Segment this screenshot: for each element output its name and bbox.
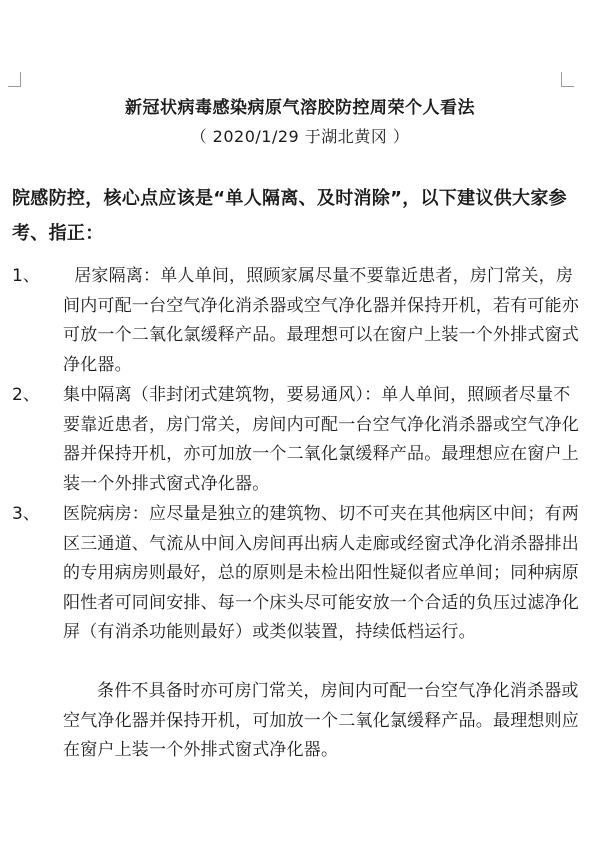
list-item-number: 1、 — [12, 266, 40, 286]
document-subtitle: （ 2020/1/29 于湖北黄冈 ） — [190, 127, 410, 146]
page-corner-mark-left — [8, 72, 21, 87]
list-item-number: 2、 — [12, 385, 40, 405]
page-corner-mark-right — [561, 72, 574, 87]
list-item-text: 医院病房：应尽量是独立的建筑物、切不可夹在其他病区中间；有两区三通道、气流从中间入房间再出病人走廊或经窗式净化消杀器排出的专用病房则最好，总的原则是未检出阳性疑似者应单间；同种病原阳性者可同间安排、每一个床头尽可能安放一个合适的负压过滤净化屏（有消杀功能则最好）或类似装置，持续低档运行。 — [63, 504, 579, 642]
list-item-number: 3、 — [12, 504, 40, 524]
list-item — [12, 262, 587, 380]
closing-paragraph: 条件不具备时亦可房门常关，房间内可配一台空气净化消杀器或空气净化器并保持开机，可加放一个二氧化氯缓释产品。最理想则应在窗户上装一个外排式窗式净化器。 — [63, 681, 579, 760]
list-item-text: 居家隔离：单人单间，照顾家属尽量不要靠近患者，房门常关，房间内可配一台空气净化消杀器或空气净化器并保持开机，若有可能亦可放一个二氧化氯缓释产品。最理想可以在窗户上装一个外排式窗式净化器。 — [63, 266, 579, 375]
list-item — [12, 381, 587, 499]
intro-paragraph: 院感防控，核心点应该是“单人隔离、及时消除”，以下建议供大家参考、指正： — [12, 188, 567, 244]
list-item-text: 集中隔离（非封闭式建筑物，要易通风）：单人单间，照顾者尽量不要靠近患者，房门常关，房间内可配一台空气净化消杀器或空气净化器并保持开机，亦可加放一个二氧化氯缓释产品。最理想应在窗户上装一个外排式窗式净化器。 — [63, 385, 579, 494]
list-item — [12, 500, 587, 648]
document-title: 新冠状病毒感染病原气溶胶防控周荣个人看法 — [125, 98, 475, 118]
